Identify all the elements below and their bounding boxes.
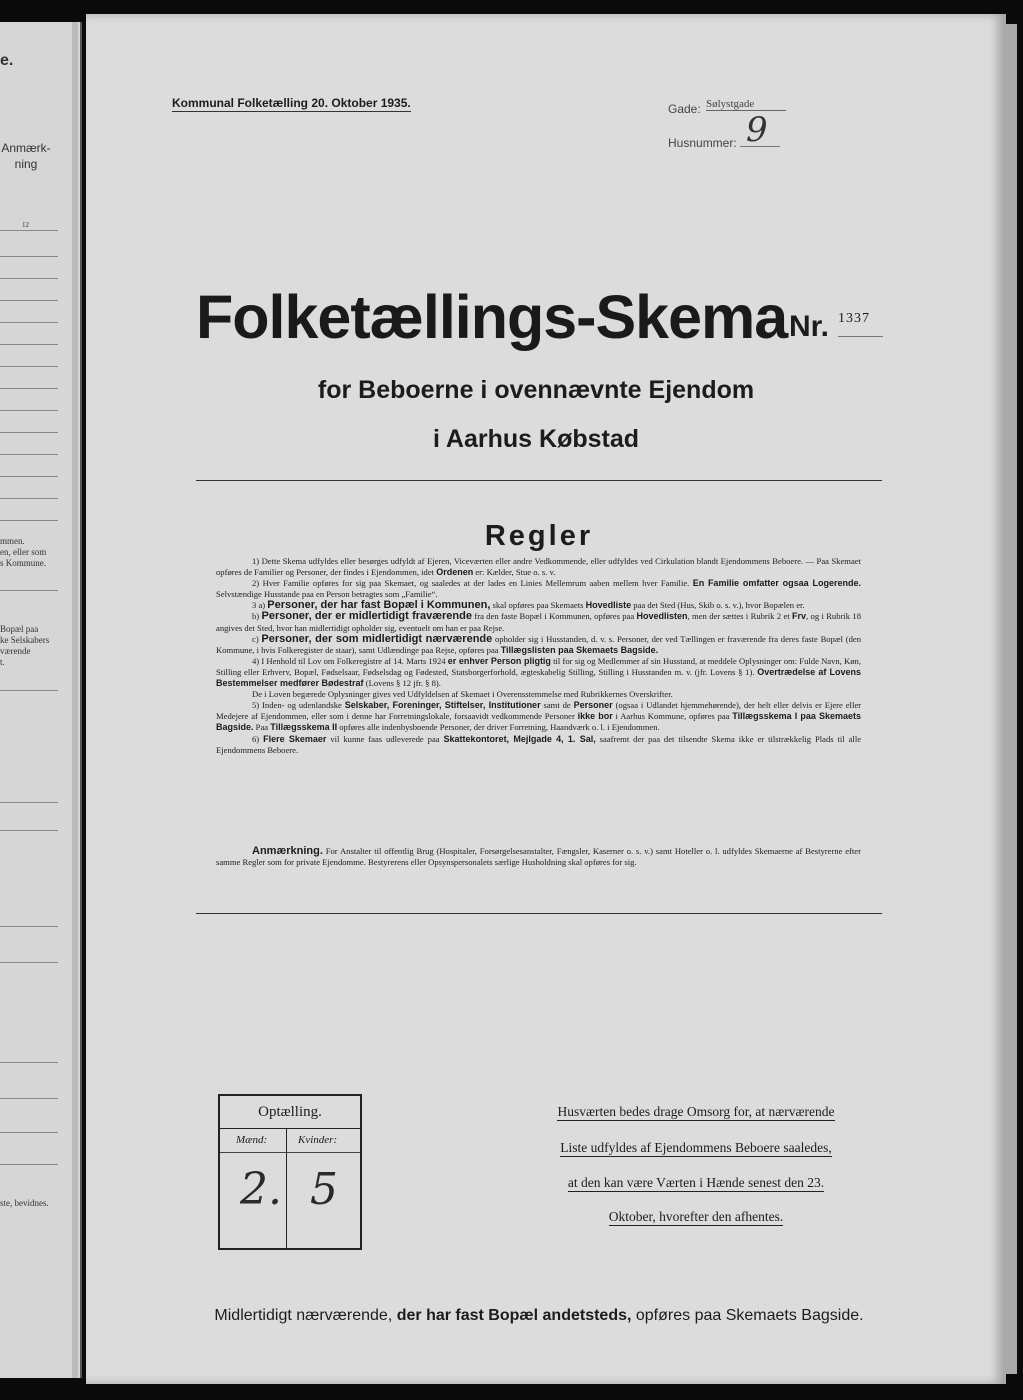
rule-6: 6) Flere Skemaer vil kunne faas udleverede paa Skattekontoret, Mejlgade 4, 1. Sal, saafremt der paa det tilsendte Skema ikke er tilstrækkelig Plads til alle Ejendommens Beboere. [216, 733, 862, 755]
row-line [0, 410, 58, 411]
divider [196, 913, 882, 914]
optaelling-title: Optælling. [258, 1104, 322, 1120]
row-line [0, 1098, 58, 1099]
row-line [0, 926, 58, 927]
row-line [0, 256, 58, 257]
notice-line: Oktober, hvorefter den afhentes. [608, 1209, 784, 1224]
row-line [0, 690, 58, 691]
anmaerkning-label: Anmærkning. [252, 845, 323, 857]
optaelling-box [218, 1094, 362, 1250]
row-line [0, 366, 58, 367]
row-line [0, 802, 58, 803]
box-divider [220, 1152, 360, 1153]
census-form-page [86, 14, 1006, 1384]
row-line [0, 300, 58, 301]
left-page-note: ste, bevidnes. [0, 1198, 49, 1208]
row-line [0, 520, 58, 521]
box-divider [286, 1128, 287, 1248]
row-line [0, 476, 58, 477]
anmaerkning [216, 846, 861, 868]
nr-line [838, 336, 883, 337]
row-line [0, 1132, 58, 1133]
gade-value: Sølystgade [706, 98, 786, 111]
left-page-note: mmen. en, eller som s Kommune. [0, 536, 47, 568]
husnummer-label: Husnummer: [668, 136, 737, 150]
left-page-fragment [0, 22, 82, 1378]
left-page-column-header: Anmærk- ning [1, 141, 51, 171]
footer-note: Midlertidigt nærværende, der har fast Bopæl andetsteds, opføres paa Skemaets Bagside. [214, 1307, 864, 1324]
husnummer-value: 9 [746, 110, 768, 150]
gade-label: Gade: [668, 102, 701, 116]
notice-line: Husværten bedes drage Omsorg for, at nærværende [557, 1104, 835, 1119]
rule-4-cont: De i Loven begærede Oplysninger gives ved Udfyldelsen af Skemaet i Overensstemmelse med Rubrikkernes Overskrifter. [252, 689, 673, 700]
nr-value: 1337 [838, 311, 870, 326]
rule-3c: c) Personer, der som midlertidigt nærværende opholder sig i Husstanden, d. v. s. Personer, der ved Tællingen er fraværende fra deres faste Bopæl (den Kommune, i hvis Folkeregister de staar), samt Udlændinge paa Rejse, opføres paa Tillægslisten paa Skemaets Bagside. [216, 632, 861, 655]
left-page-header-fragment: e. [0, 52, 14, 69]
row-line [0, 230, 58, 231]
kvinder-label: Kvinder: [298, 1134, 338, 1146]
row-line [0, 322, 58, 323]
rule-5: 5) Inden- og udenlandske Selskaber, Foreninger, Stiftelser, Institutioner samt de Personer (ogsaa i Udlandet hjemmehørende), der helt eller delvis er Ejere eller Medejere af Ejendommen, eller som i denne har Forretningslokale, forsaavidt vedkommende Personer ikke bor i Aarhus Kommune, opføres paa Tillægsskema I paa Skemaets Bagside. Paa Tillægsskema II opføres alle indenbysboende Personer, der driver Forretning, Haandværk o. l. i Ejendommen. [216, 700, 862, 733]
subtitle-2: i Aarhus Købstad [432, 425, 640, 453]
maend-label: Mænd: [236, 1134, 268, 1146]
row-line [0, 962, 58, 963]
anmaerkning-text: For Anstalter til offentlig Brug (Hospitaler, Forsørgelsesanstalter, Fængsler, Kaserner o. s. v.) samt Hoteller o. l. udfyldes Skemaerne af Bestyrerne efter samme Regler som for private Ejendomme. Bestyrerens eller Opsynspersonalets særlige Husholdning skal opføres for sig. [216, 846, 861, 868]
left-page-note: Bopæl paa ke Selskabers værende t. [0, 624, 50, 667]
maend-value: 2. [240, 1164, 282, 1215]
nr-label: Nr. [789, 310, 830, 343]
subtitle-1: for Beboerne i ovennævnte Ejendom [317, 376, 755, 404]
row-line [0, 1164, 58, 1165]
notice-line: Liste udfyldes af Ejendommens Beboere saaledes, [560, 1140, 832, 1155]
rule-3a: 3 a) Personer, der har fast Bopæl i Kommunen, skal opføres paa Skemaets Hovedliste paa det Sted (Hus, Skib o. s. v.), hvor Bopælen er. [252, 599, 805, 612]
rule-3b: b) Personer, der er midlertidigt fraværende fra den faste Bopæl i Kommunen, opføres paa Hovedlisten, men der sættes i Rubrik 2 et Frv, og i Rubrik 18 angives det Sted, hvor han midlertidigt opholder sig, eventuelt om han er paa Rejse. [216, 610, 862, 633]
notice-line: at den kan være Værten i Hænde senest den 23. [567, 1175, 825, 1190]
census-header: Kommunal Folketælling 20. Oktober 1935. [172, 96, 411, 110]
row-line [0, 278, 58, 279]
row-line [0, 830, 58, 831]
row-line [0, 454, 58, 455]
box-divider [220, 1128, 360, 1129]
page-edge [72, 22, 78, 1378]
row-line [0, 388, 58, 389]
rule-2: 2) Hver Familie opføres for sig paa Skemaet, og saaledes at der lades en Linies Mellemrum aaben mellem hver Familie. En Familie omfatter ogsaa Logerende. Selvstændige Husstande paa en Person betragtes som „Familie“. [216, 578, 861, 600]
row-line [0, 590, 58, 591]
rule-4: 4) I Henhold til Lov om Folkeregistre af 14. Marts 1924 er enhver Person pligtig til for sig og Medlemmer af sin Husstand, at meddele Oplysninger om: Fulde Navn, Køn, Stilling eller Erhverv, Bopæl, Fødselsaar, Fødselsdag og Fødested, Statsborgerforhold, ægteskabelig Stilling, Stilling i Husstanden m. v. (jfr. Lovens § 1). Overtrædelse af Lovens Bestemmelser medfører Bødestraf (Lovens § 12 jfr. § 8). [216, 655, 861, 689]
regler-text [216, 556, 861, 756]
divider [196, 480, 882, 481]
kvinder-value: 5 [310, 1164, 338, 1215]
regler-heading: Regler [484, 520, 594, 552]
left-page-column-number: 12 [22, 221, 29, 229]
row-line [0, 1062, 58, 1063]
row-line [0, 498, 58, 499]
row-line [0, 432, 58, 433]
rule-1: 1) Dette Skema udfyldes eller besørges udfyldt af Ejeren, Viceværten eller andre Vedkommende, eller udfyldes ved Cirkulation blandt Ejendommens Beboere. — Paa Skemaet opføres de Familier og Personer, der findes i Ejendommen, idet Ordenen er: Kælder, Stue o. s. v. [216, 556, 861, 578]
row-line [0, 344, 58, 345]
page-title: Folketællings-Skema [196, 283, 788, 351]
